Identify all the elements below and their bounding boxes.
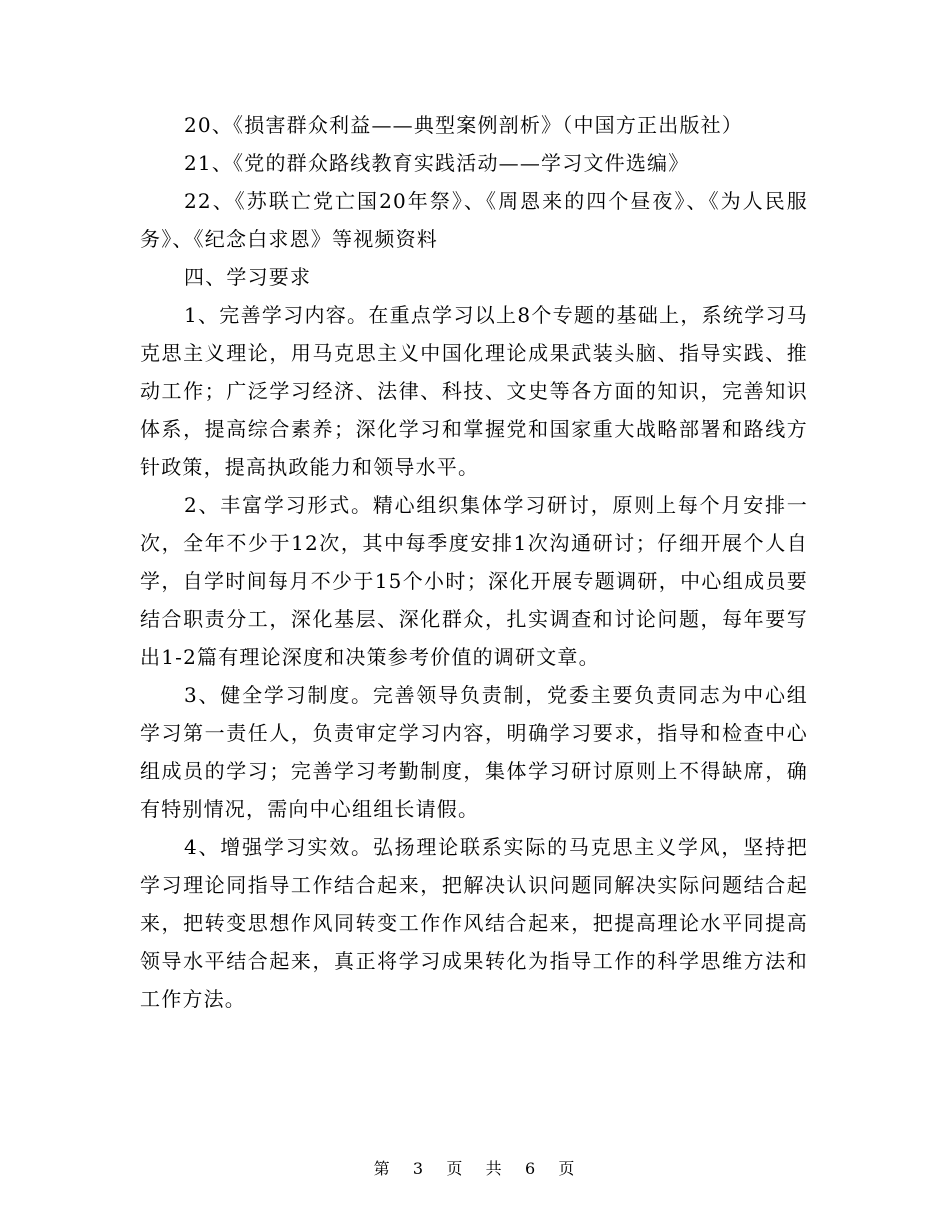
footer-label-unit: 页 bbox=[446, 1159, 465, 1178]
section-heading: 四、学习要求 bbox=[184, 265, 312, 289]
reference-item-21: 21、《党的群众路线教育实践活动——学习文件选编》 bbox=[184, 151, 690, 175]
document-body bbox=[140, 106, 808, 1018]
requirement-paragraph-2: 2、丰富学习形式。精心组织集体学习研讨，原则上每个月安排一次，全年不少于12次，其中每季度安排1次沟通研讨；仔细开展个人自学，自学时间每月不少于15个小时；深化开展专题调研，中心组成员要结合职责分工，深化基层、深化群众，扎实调查和讨论问题，每年要写出1-2篇有理论深度和决策参考价值的调研文章。 bbox=[140, 493, 808, 669]
reference-item-20: 20、《损害群众利益——典型案例剖析》（中国方正出版社） bbox=[184, 113, 744, 137]
footer-total-pages: 6 bbox=[524, 1159, 538, 1178]
requirement-paragraph-1: 1、完善学习内容。在重点学习以上8个专题的基础上，系统学习马克思主义理论，用马克思主义中国化理论成果武装头脑、指导实践、推动工作；广泛学习经济、法律、科技、文史等各方面的知识，完善知识体系，提高综合素养；深化学习和掌握党和国家重大战略部署和路线方针政策，提高执政能力和领导水平。 bbox=[140, 303, 808, 479]
footer-label-total: 共 bbox=[485, 1159, 504, 1178]
footer-current-page: 3 bbox=[412, 1159, 426, 1178]
footer-label-page: 第 bbox=[373, 1159, 392, 1178]
requirement-paragraph-4: 4、增强学习实效。弘扬理论联系实际的马克思主义学风，坚持把学习理论同指导工作结合起来，把解决认识问题同解决实际问题结合起来，把转变思想作风同转变工作作风结合起来，把提高理论水平同提高领导水平结合起来，真正将学习成果转化为指导工作的科学思维方法和工作方法。 bbox=[140, 835, 808, 1011]
footer-label-unit-end: 页 bbox=[558, 1159, 577, 1178]
page-footer bbox=[0, 1156, 950, 1179]
requirement-paragraph-3: 3、健全学习制度。完善领导负责制，党委主要负责同志为中心组学习第一责任人，负责审定学习内容，明确学习要求，指导和检查中心组成员的学习；完善学习考勤制度，集体学习研讨原则上不得缺席，确有特别情况，需向中心组组长请假。 bbox=[140, 683, 808, 821]
reference-list bbox=[140, 106, 808, 258]
reference-item-22: 22、《苏联亡党亡国20年祭》、《周恩来的四个昼夜》、《为人民服务》、《纪念白求恩》等视频资料 bbox=[140, 189, 808, 251]
